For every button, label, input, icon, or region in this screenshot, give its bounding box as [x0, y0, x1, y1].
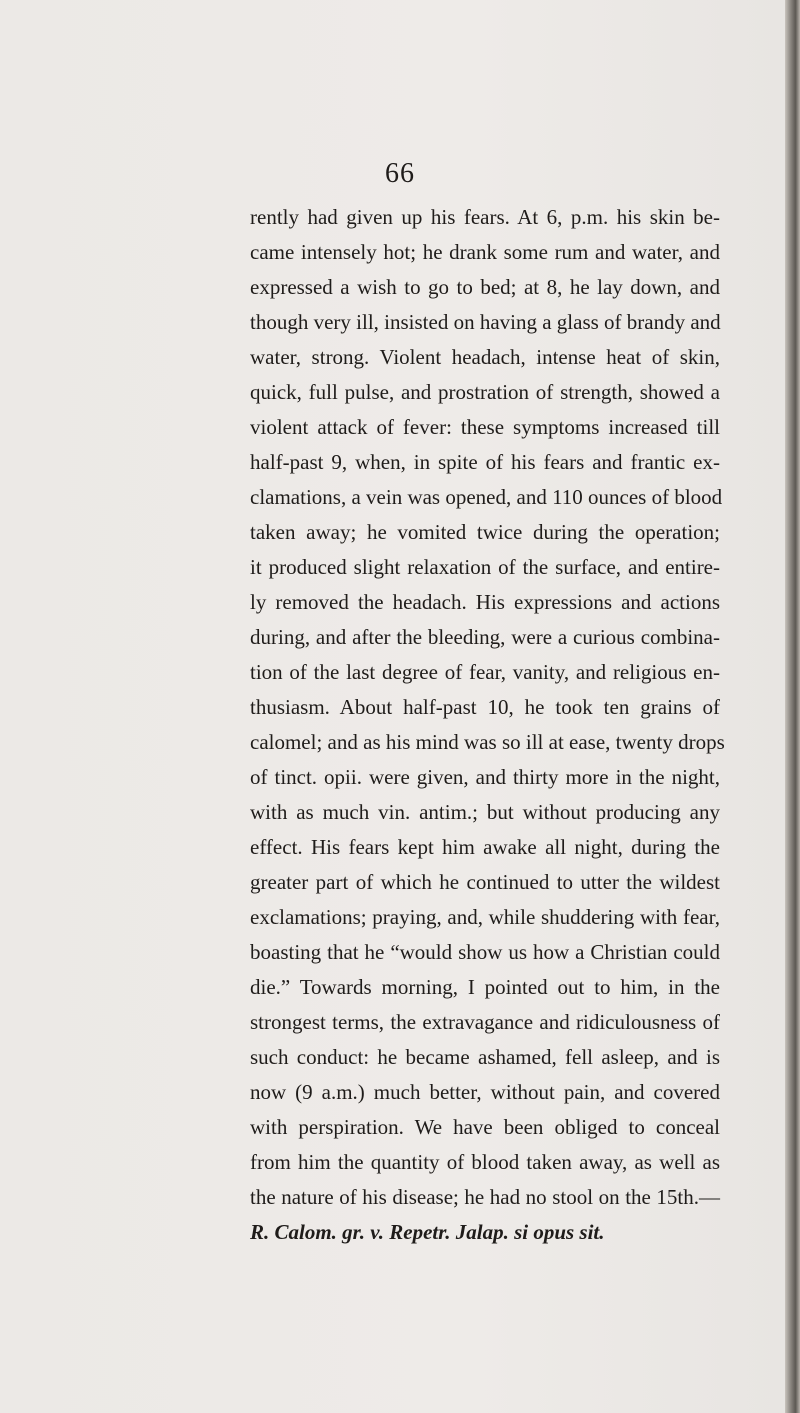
text-line: water, strong. Violent headach, intense heat of skin,: [250, 345, 720, 369]
body-text: [250, 200, 725, 1250]
text-line: now (9 a.m.) much better, without pain, and covered: [250, 1080, 720, 1104]
text-line: during, and after the bleeding, were a curious combina-: [250, 625, 720, 649]
text-line: boasting that he “would show us how a Christian could: [250, 940, 720, 964]
text-line: with as much vin. antim.; but without producing any: [250, 800, 720, 824]
text-line: violent attack of fever: these symptoms increased till: [250, 415, 720, 439]
text-line: ly removed the headach. His expressions and actions: [250, 590, 720, 614]
text-line: it produced slight relaxation of the surface, and entire-: [250, 555, 720, 579]
text-line: tion of the last degree of fear, vanity, and religious en-: [250, 660, 720, 684]
page-edge: [785, 0, 800, 1413]
text-line: taken away; he vomited twice during the operation;: [250, 520, 720, 544]
text-line: quick, full pulse, and prostration of strength, showed a: [250, 380, 720, 404]
text-line: with perspiration. We have been obliged to conceal: [250, 1115, 720, 1139]
prescription-line: R. Calom. gr. v. Repetr. Jalap. si opus sit.: [250, 1220, 605, 1244]
text-line: greater part of which he continued to utter the wildest: [250, 870, 720, 894]
text-line: rently had given up his fears. At 6, p.m. his skin be-: [250, 205, 720, 229]
text-line: from him the quantity of blood taken away, as well as: [250, 1150, 720, 1174]
text-line: such conduct: he became ashamed, fell asleep, and is: [250, 1045, 720, 1069]
text-line: the nature of his disease; he had no stool on the 15th.—: [250, 1185, 720, 1209]
text-line: exclamations; praying, and, while shuddering with fear,: [250, 905, 720, 929]
text-line: effect. His fears kept him awake all night, during the: [250, 835, 720, 859]
text-line: expressed a wish to go to bed; at 8, he lay down, and: [250, 275, 720, 299]
text-line: strongest terms, the extravagance and ridiculousness of: [250, 1010, 720, 1034]
page-number: 66: [385, 158, 415, 189]
text-line: clamations, a vein was opened, and 110 ounces of blood: [250, 485, 723, 509]
text-line: though very ill, insisted on having a glass of brandy and: [250, 310, 721, 334]
text-line: calomel; and as his mind was so ill at ease, twenty drops: [250, 730, 725, 754]
text-line: thusiasm. About half-past 10, he took ten grains of: [250, 695, 720, 719]
text-line: came intensely hot; he drank some rum and water, and: [250, 240, 720, 264]
text-line: of tinct. opii. were given, and thirty more in the night,: [250, 765, 720, 789]
text-line: die.” Towards morning, I pointed out to him, in the: [250, 975, 720, 999]
text-line: half-past 9, when, in spite of his fears and frantic ex-: [250, 450, 720, 474]
